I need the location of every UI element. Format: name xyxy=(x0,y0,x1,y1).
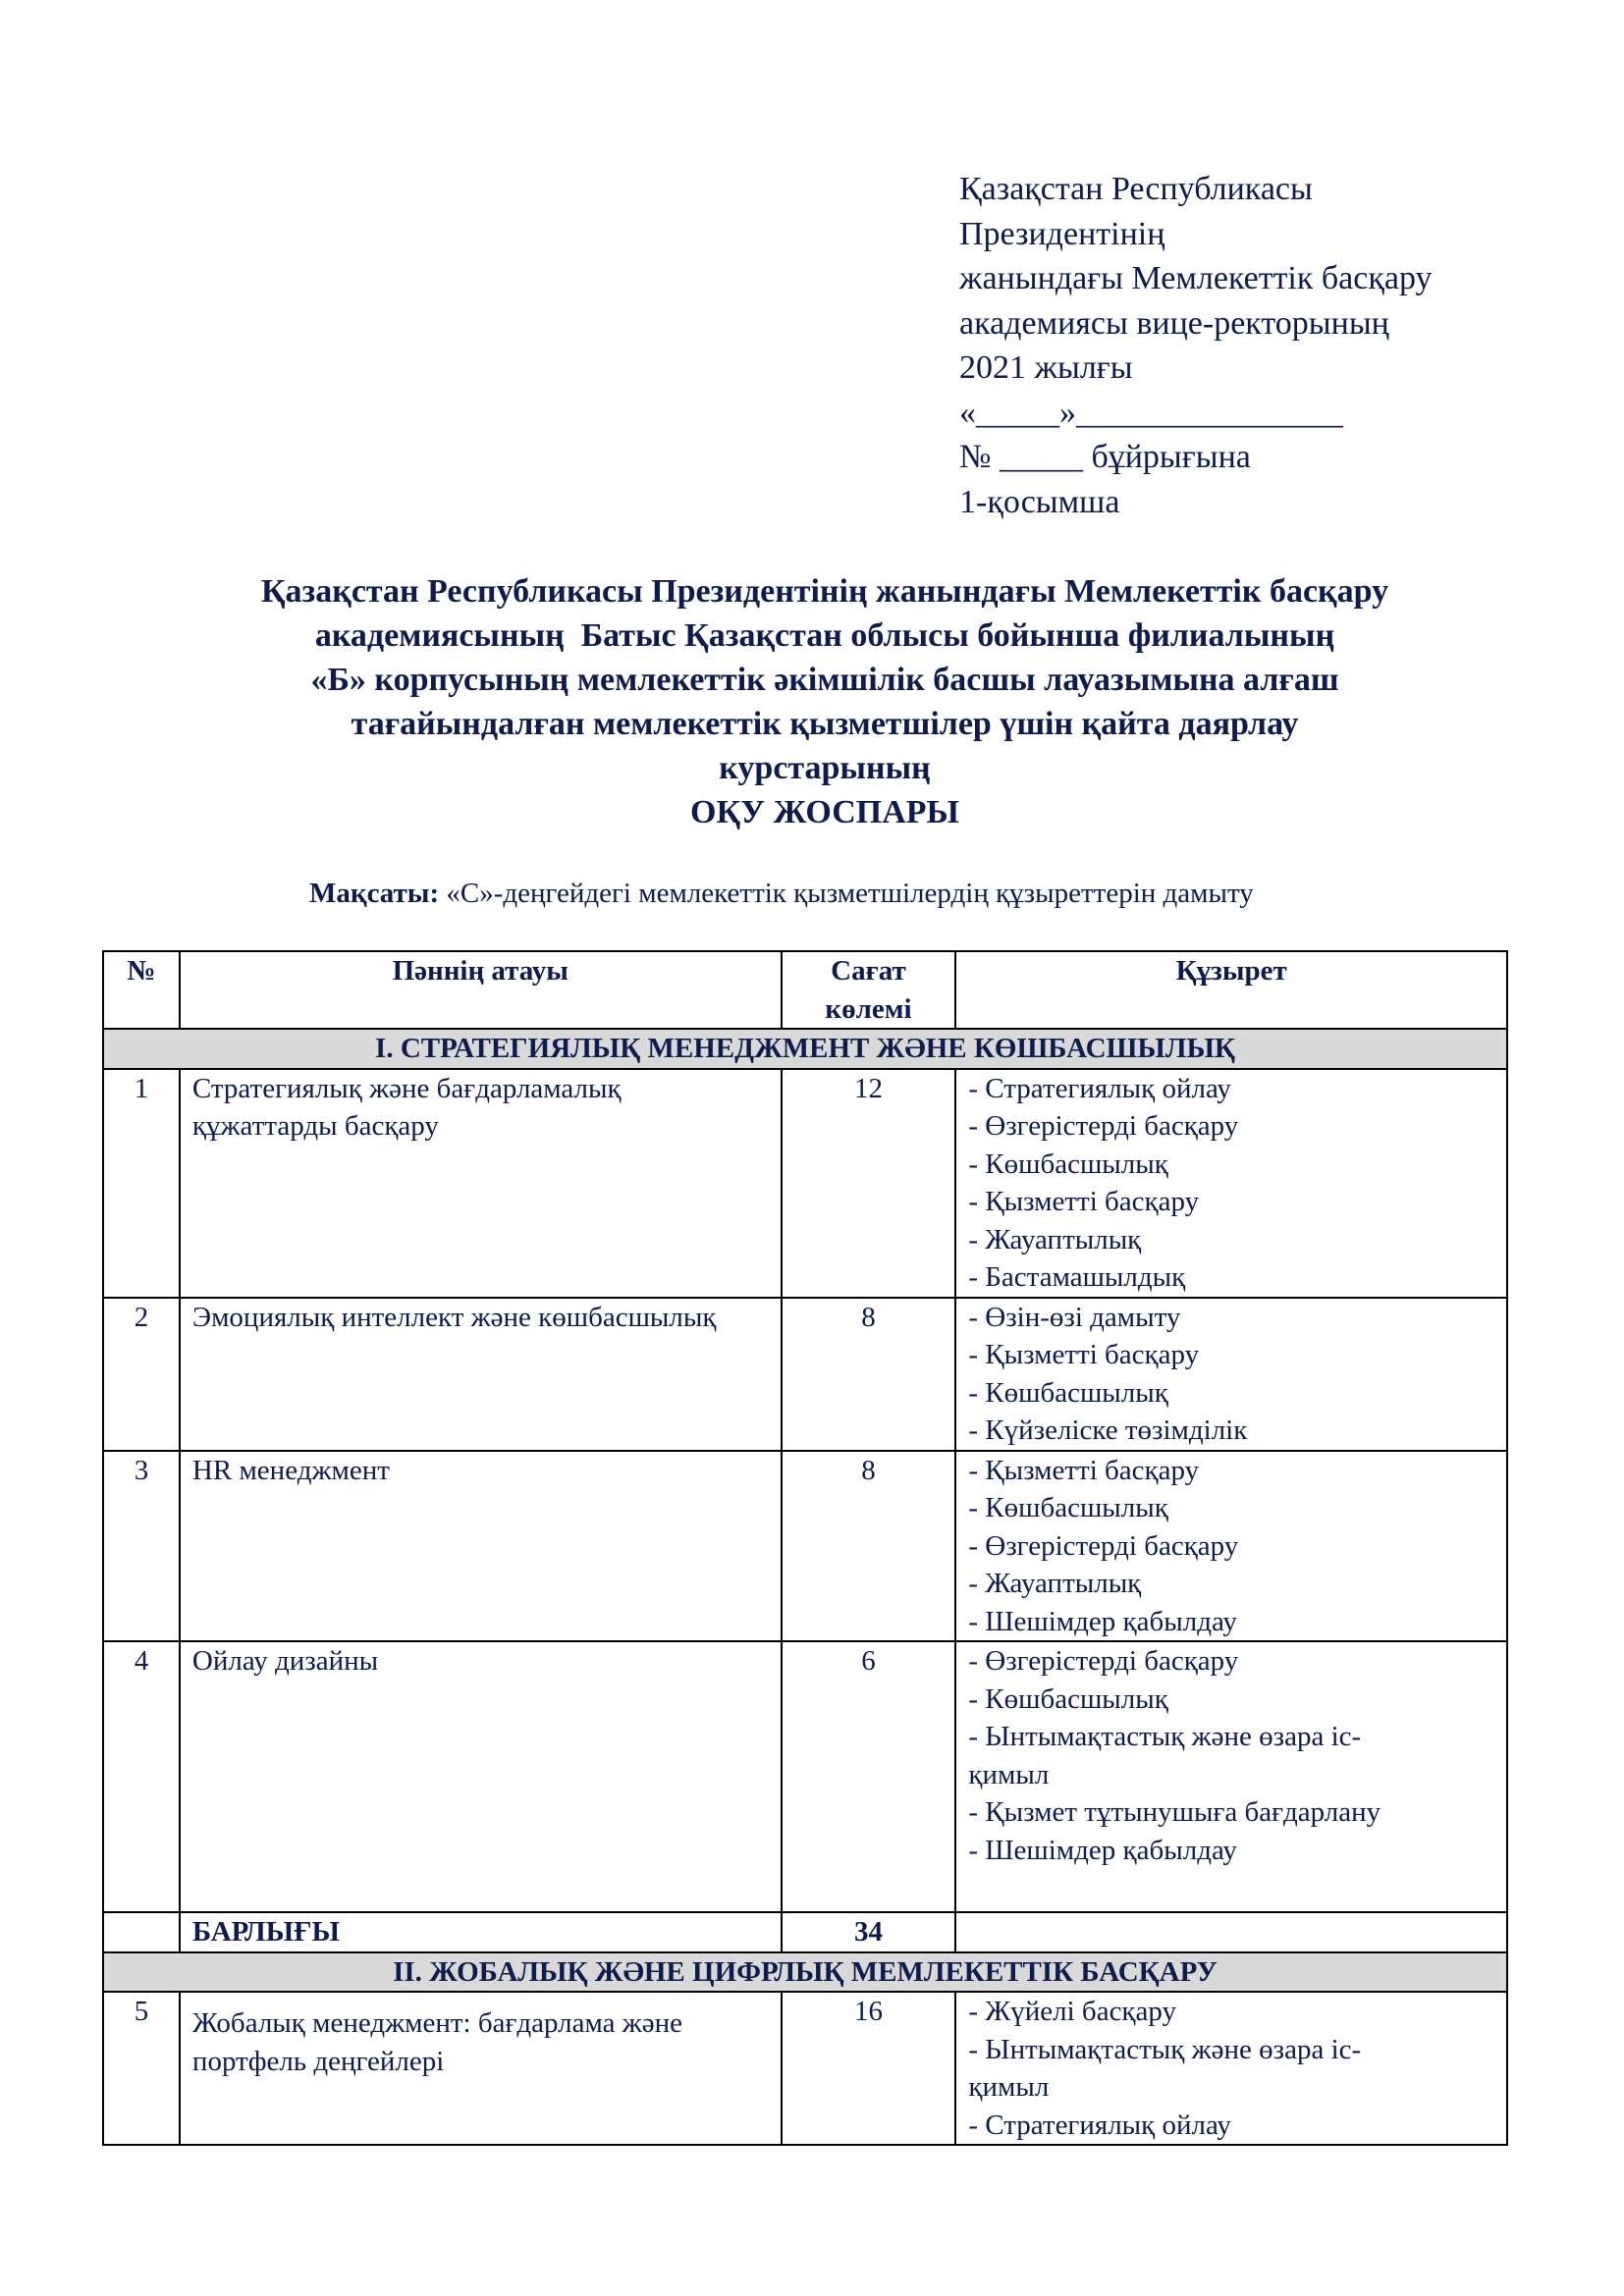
competency-item: қимыл xyxy=(968,1758,1050,1790)
goal-text: «С»-деңгейдегі мемлекеттік қызметшілердің құзыреттерін дамыту xyxy=(446,878,1254,909)
goal-label: Мақсаты: xyxy=(309,878,440,909)
header-num: № xyxy=(103,951,180,1029)
row-name: Жобалық менеджмент: бағдарлама және портфель деңгейлері xyxy=(180,1992,782,2145)
row-name: Ойлау дизайны xyxy=(180,1641,782,1912)
approval-line: Қазақстан Республикасы xyxy=(959,171,1313,207)
competency-item: - Қызметті басқару xyxy=(968,1454,1200,1486)
approval-line: академиясы вице-ректорының xyxy=(959,304,1389,342)
row-competencies xyxy=(955,1069,1507,1298)
section-title: I. СТРАТЕГИЯЛЫҚ МЕНЕДЖМЕНТ ЖӘНЕ КӨШБАСШЫЛЫҚ xyxy=(103,1029,1507,1069)
approval-block xyxy=(959,167,1588,524)
row-competencies xyxy=(955,1992,1507,2145)
header-competency: Құзырет xyxy=(955,951,1507,1029)
competency-item: - Күйзеліске төзімділік xyxy=(968,1415,1248,1446)
competency-item: - Стратегиялық ойлау xyxy=(968,1072,1231,1104)
competency-item: - Өзін-өзі дамыту xyxy=(968,1301,1181,1333)
competency-item: - Көшбасшылық xyxy=(968,1376,1168,1409)
competency-item: - Жауаптылық xyxy=(968,1223,1142,1255)
row-name: Стратегиялық және бағдарламалық құжаттарды басқару xyxy=(180,1069,782,1298)
curriculum-table xyxy=(102,950,1508,2146)
row-competencies xyxy=(955,1298,1507,1451)
competency-item: - Қызмет тұтынушыға бағдарлану xyxy=(968,1796,1381,1828)
competency-item: қимыл xyxy=(968,2071,1050,2103)
competency-item: - Қызметті басқару xyxy=(968,1186,1200,1217)
table-row xyxy=(103,1451,1507,1642)
row-hours: 16 xyxy=(782,1992,956,2145)
row-name: HR менеджмент xyxy=(180,1451,782,1642)
approval-line: 1-қосымша xyxy=(959,483,1120,520)
competency-item: - Өзгерістерді басқару xyxy=(968,1645,1239,1677)
table-row xyxy=(103,1069,1507,1298)
competency-item: - Өзгерістерді басқару xyxy=(968,1110,1239,1142)
row-num: 1 xyxy=(103,1069,180,1298)
total-num xyxy=(103,1912,180,1952)
total-label: БАРЛЫҒЫ xyxy=(180,1912,782,1952)
competency-item: - Жүйелі басқару xyxy=(968,1996,1177,2027)
title-line: тағайындалған мемлекеттік қызметшілер үшін қайта даярлау xyxy=(351,706,1299,742)
row-hours: 6 xyxy=(782,1641,956,1912)
row-name: Эмоциялық интеллект және көшбасшылық xyxy=(180,1298,782,1451)
table-row xyxy=(103,1992,1507,2145)
competency-item: - Бастамашылдық xyxy=(968,1261,1186,1293)
approval-line: 2021 жылғы xyxy=(959,349,1133,386)
total-row xyxy=(103,1912,1507,1952)
competency-item: - Көшбасшылық xyxy=(968,1148,1168,1180)
section-row xyxy=(103,1029,1507,1069)
competency-item: - Көшбасшылық xyxy=(968,1682,1168,1715)
table-row xyxy=(103,1641,1507,1912)
row-num: 4 xyxy=(103,1641,180,1912)
table-header-row xyxy=(103,951,1507,1029)
title-line: академиясының Батыс Қазақстан облысы бойынша филиалының xyxy=(314,617,1335,654)
row-num: 5 xyxy=(103,1992,180,2145)
competency-item: - Шешімдер қабылдау xyxy=(968,1834,1237,1866)
competency-item: - Қызметті басқару xyxy=(968,1339,1200,1370)
approval-line: «_____»________________ xyxy=(959,394,1343,431)
row-num: 3 xyxy=(103,1451,180,1642)
row-num: 2 xyxy=(103,1298,180,1451)
competency-item: - Өзгерістерді басқару xyxy=(968,1529,1239,1562)
section-row xyxy=(103,1952,1507,1993)
title-line: «Б» корпусының мемлекеттік әкімшілік басшы лауазымына алғаш xyxy=(310,662,1339,698)
header-name: Пәннің атауы xyxy=(180,951,782,1029)
row-competencies xyxy=(955,1451,1507,1642)
total-competency xyxy=(955,1912,1507,1952)
document-title xyxy=(147,569,1502,834)
approval-line: № _____ бұйрығына xyxy=(959,439,1251,475)
row-competencies xyxy=(955,1641,1507,1912)
table-row xyxy=(103,1298,1507,1451)
approval-line: жанындағы Мемлекеттік басқару xyxy=(959,260,1433,296)
row-hours: 8 xyxy=(782,1451,956,1642)
row-hours: 12 xyxy=(782,1069,956,1298)
competency-item: - Көшбасшылық xyxy=(968,1492,1168,1523)
row-hours: 8 xyxy=(782,1298,956,1451)
competency-item: - Ынтымақтастық және өзара іс- xyxy=(968,1721,1362,1752)
header-hours: Сағат көлемі xyxy=(782,951,956,1029)
section-title: II. ЖОБАЛЫҚ ЖӘНЕ ЦИФРЛЫҚ МЕМЛЕКЕТТІК БАСҚАРУ xyxy=(103,1952,1507,1993)
total-hours: 34 xyxy=(782,1912,956,1952)
title-line: курстарының xyxy=(719,750,931,786)
title-line: Қазақстан Республикасы Президентінің жанындағы Мемлекеттік басқару xyxy=(260,573,1389,610)
competency-item: - Ынтымақтастық және өзара іс- xyxy=(968,2033,1362,2065)
approval-line: Президентінің xyxy=(959,215,1165,252)
competency-item: - Стратегиялық ойлау xyxy=(968,2109,1231,2141)
competency-item: - Шешімдер қабылдау xyxy=(968,1605,1237,1637)
competency-item: - Жауаптылық xyxy=(968,1568,1142,1599)
title-heading: ОҚУ ЖОСПАРЫ xyxy=(690,794,959,830)
goal-statement xyxy=(309,874,1488,913)
